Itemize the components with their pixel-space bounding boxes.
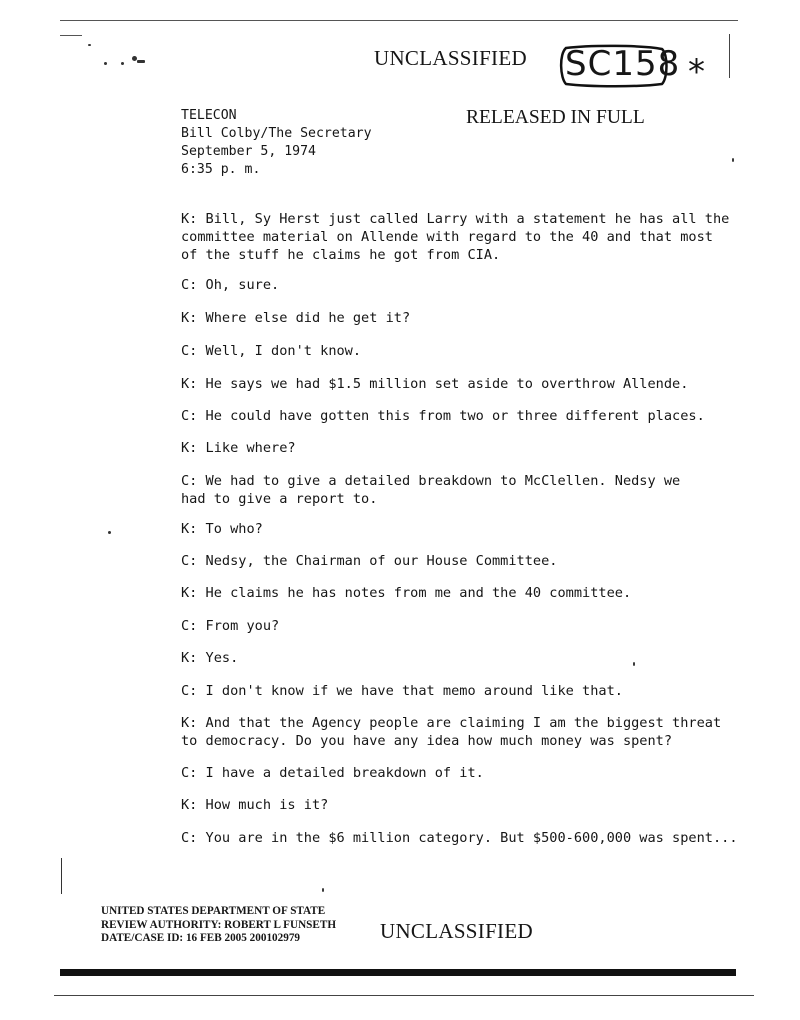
dialogue-paragraph — [181, 714, 721, 750]
telecon-date: September 5, 1974 — [181, 144, 316, 159]
dialogue-paragraph — [181, 342, 361, 360]
dialogue-paragraph — [181, 210, 729, 264]
dialogue-line: K: Bill, Sy Herst just called Larry with a statement he has all the — [181, 211, 730, 227]
dialogue-line: C: I don't know if we have that memo around like that. — [181, 683, 623, 699]
telecon-time: 6:35 p. m. — [181, 162, 261, 177]
dialogue-line: K: He claims he has notes from me and the 40 committee. — [181, 585, 632, 601]
dialogue-paragraph — [181, 829, 738, 847]
release-status: RELEASED IN FULL — [466, 107, 645, 128]
scan-speck — [322, 888, 324, 892]
dialogue-line: K: He says we had $1.5 million set aside to overthrow Allende. — [181, 376, 689, 392]
dialogue-line: C: From you? — [181, 618, 280, 634]
scan-speck — [88, 44, 91, 46]
asterisk-mark: * — [688, 52, 705, 92]
dialogue-line: C: He could have gotten this from two or three different places. — [181, 408, 705, 424]
dialogue-line: K: And that the Agency people are claiming I am the biggest threat — [181, 715, 722, 731]
scan-speck — [732, 158, 734, 162]
telecon-type: TELECON — [181, 108, 237, 123]
dialogue-paragraph — [181, 796, 328, 814]
case-stamp-code: SC158 — [565, 44, 681, 84]
dialogue-paragraph — [181, 552, 557, 570]
dialogue-paragraph — [181, 309, 410, 327]
dialogue-line: of the stuff he claims he got from CIA. — [181, 247, 501, 263]
authority-line: UNITED STATES DEPARTMENT OF STATE — [101, 905, 326, 917]
dialogue-line: K: To who? — [181, 521, 263, 537]
top-rule — [60, 20, 738, 21]
scan-mark — [61, 858, 62, 894]
bottom-rule — [54, 995, 754, 996]
dialogue-paragraph — [181, 764, 484, 782]
authority-line: REVIEW AUTHORITY: ROBERT L FUNSETH — [101, 918, 337, 931]
scan-mark — [60, 35, 82, 36]
scan-mark — [729, 34, 730, 78]
scan-speck — [108, 531, 111, 534]
classification-footer: UNCLASSIFIED — [380, 919, 533, 943]
dialogue-line: C: You are in the $6 million category. But $500-600,000 was spent... — [181, 830, 738, 846]
dialogue-paragraph — [181, 472, 680, 508]
dialogue-line: C: Nedsy, the Chairman of our House Committee. — [181, 553, 558, 569]
dialogue-line: C: Oh, sure. — [181, 277, 280, 293]
dialogue-paragraph — [181, 649, 238, 667]
dialogue-paragraph — [181, 584, 631, 602]
dialogue-line: committee material on Allende with regard to the 40 and that most — [181, 229, 713, 245]
dialogue-line: C: We had to give a detailed breakdown to McClellen. Nedsy we — [181, 473, 681, 489]
dialogue-line: C: I have a detailed breakdown of it. — [181, 765, 484, 781]
telecon-parties: Bill Colby/The Secretary — [181, 126, 372, 141]
dialogue-paragraph — [181, 520, 263, 538]
dialogue-line: C: Well, I don't know. — [181, 343, 362, 359]
dialogue-line: had to give a report to. — [181, 491, 378, 507]
dialogue-line: K: Where else did he get it? — [181, 310, 411, 326]
scan-speck — [121, 62, 124, 65]
scan-speck — [104, 62, 107, 65]
dialogue-paragraph — [181, 682, 623, 700]
dialogue-paragraph — [181, 276, 279, 294]
scan-speck — [633, 662, 635, 666]
dialogue-paragraph — [181, 439, 296, 457]
review-authority-block — [101, 905, 336, 946]
dialogue-paragraph — [181, 617, 279, 635]
classification-header: UNCLASSIFIED — [374, 46, 527, 70]
bottom-bar — [60, 969, 736, 976]
dialogue-line: K: How much is it? — [181, 797, 329, 813]
dialogue-paragraph — [181, 407, 705, 425]
dialogue-line: K: Yes. — [181, 650, 239, 666]
authority-line: DATE/CASE ID: 16 FEB 2005 200102979 — [101, 932, 301, 944]
dialogue-line: K: Like where? — [181, 440, 296, 456]
scan-speck — [137, 60, 145, 63]
dialogue-paragraph — [181, 375, 688, 393]
dialogue-line: to democracy. Do you have any idea how much money was spent? — [181, 733, 673, 749]
